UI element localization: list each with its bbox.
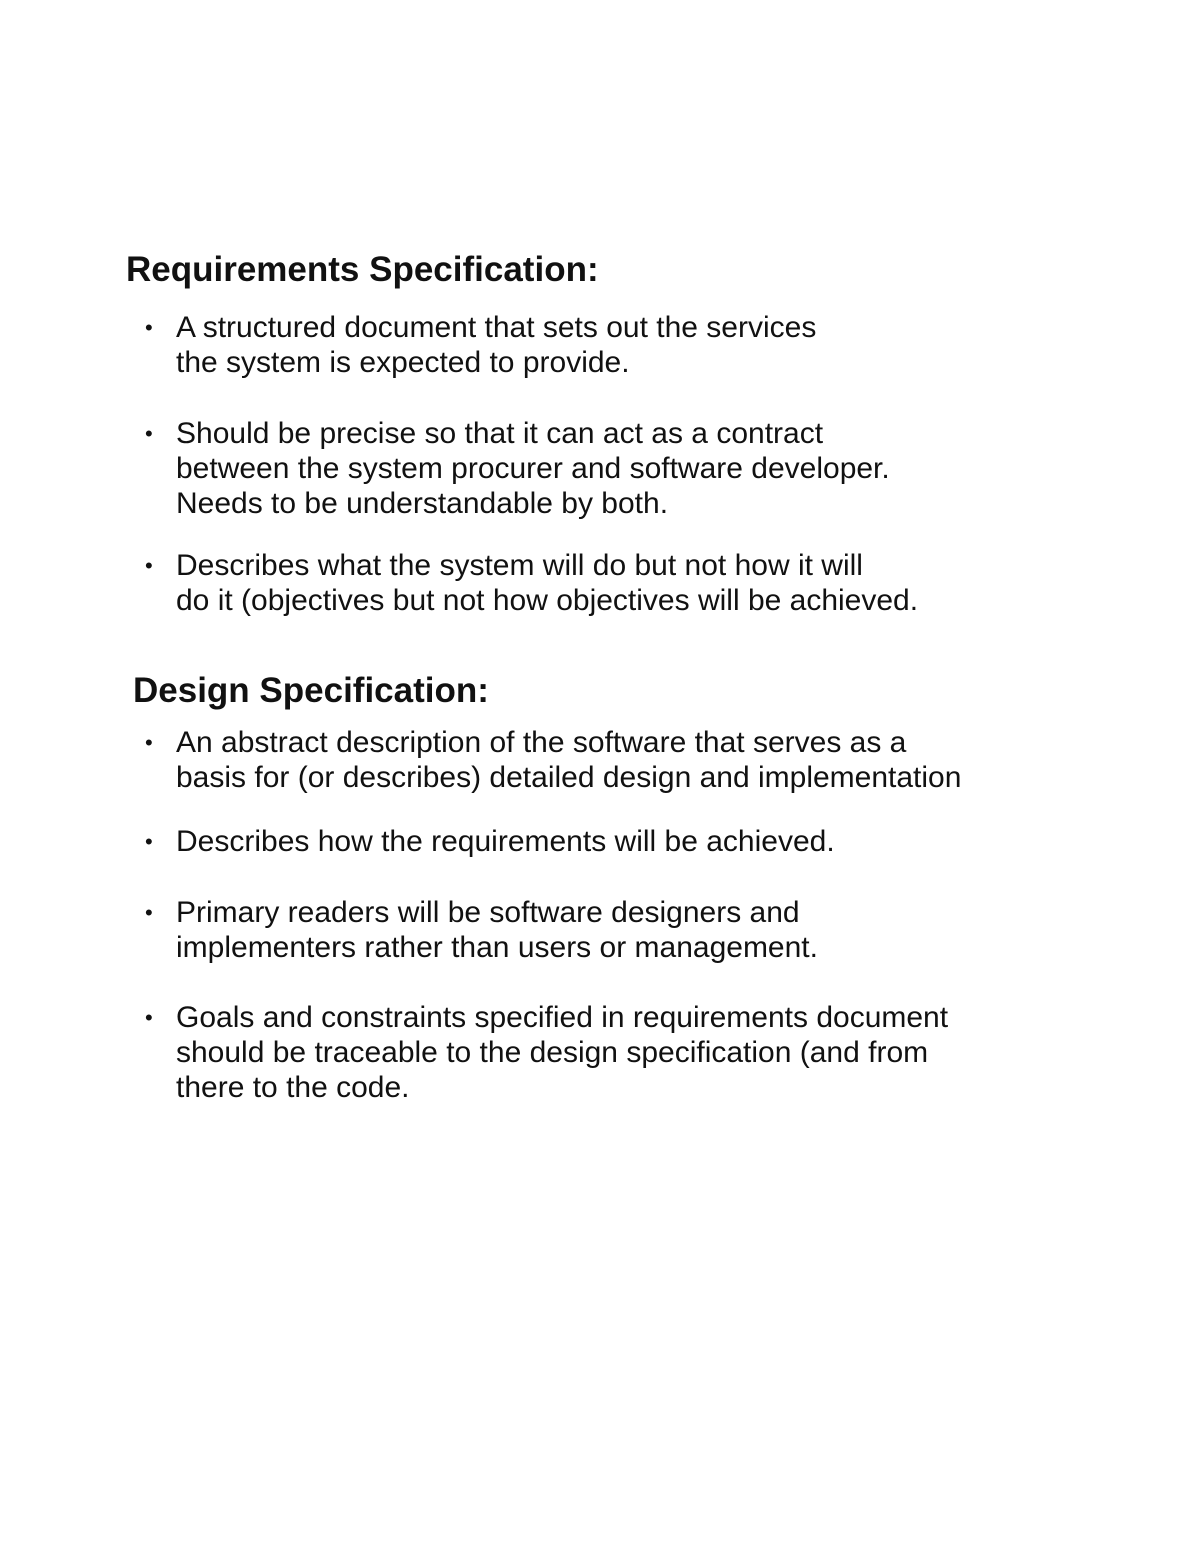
bullet-icon: • [145, 900, 153, 925]
bullet-icon: • [145, 553, 153, 578]
bullet-text-line: Goals and constraints specified in requirements document [176, 1001, 949, 1034]
bullet-icon: • [145, 730, 153, 755]
bullet-text-line: A structured document that sets out the services [176, 311, 817, 344]
bullet-text-line: Needs to be understandable by both. [176, 487, 669, 520]
bullet-text-line: between the system procurer and software developer. [176, 452, 890, 485]
section-heading-design: Design Specification: [133, 671, 489, 710]
bullet-icon: • [145, 315, 153, 340]
bullet-icon: • [145, 421, 153, 446]
bullet-text-line: Should be precise so that it can act as a contract [176, 417, 824, 450]
bullet-text-line: Primary readers will be software designers and [176, 896, 800, 929]
bullet-text-line: implementers rather than users or management. [176, 931, 818, 964]
section-heading-requirements: Requirements Specification: [126, 250, 599, 289]
bullet-text-line: the system is expected to provide. [176, 346, 630, 379]
bullet-text-line: Describes how the requirements will be achieved. [176, 825, 835, 858]
bullet-text-line: Describes what the system will do but not how it will [176, 549, 863, 582]
bullet-text-line: basis for (or describes) detailed design and implementation [176, 761, 962, 794]
bullet-text-line: An abstract description of the software that serves as a [176, 726, 907, 759]
bullet-text-line: do it (objectives but not how objectives will be achieved. [176, 584, 919, 617]
bullet-text-line: should be traceable to the design specification (and from [176, 1036, 929, 1069]
bullet-icon: • [145, 829, 153, 854]
bullet-text-line: there to the code. [176, 1071, 410, 1104]
bullet-icon: • [145, 1005, 153, 1030]
